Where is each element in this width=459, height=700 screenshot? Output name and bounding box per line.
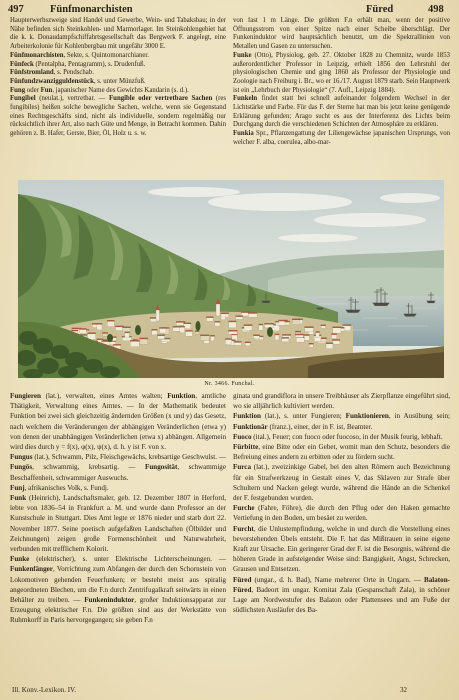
entry-headword: Funkeln: [233, 95, 258, 103]
footer-sheet-number: 32: [400, 686, 407, 694]
building: [244, 324, 253, 330]
building: [159, 327, 166, 333]
entry-text: , schwammig, krebsartig. —: [32, 463, 145, 472]
building: [229, 321, 237, 328]
building: [124, 332, 129, 338]
entry-text: (neulat.), vertretbar. —: [35, 95, 110, 103]
entry-headword: Fung: [10, 86, 26, 94]
entry: [10, 87, 226, 96]
entry: [233, 411, 450, 431]
entry-headword: Fungosität: [145, 463, 178, 472]
entry-text: , japanischer Name des Gewichts Kandarin (s. d.).: [52, 86, 189, 94]
entry-headword: Fun: [40, 86, 53, 94]
cloud: [380, 193, 440, 203]
entry-headword: Funke: [233, 51, 252, 59]
entry-text: (franz.), einer, der in F. ist, Beamter.: [267, 422, 373, 431]
entry-text: (Fahre, Föhre), die durch den Pflug oder den Haken gemachte Vertiefung in den Boden, um besäet zu werden.: [233, 504, 450, 523]
entry-headword: Fünfundzwanzigguldenstück: [10, 77, 94, 85]
page-number-left: 497: [8, 4, 24, 15]
tree: [58, 366, 78, 378]
entry: [10, 61, 226, 70]
building: [264, 323, 273, 328]
entry: [233, 503, 450, 523]
cloud: [314, 213, 426, 227]
entry: [10, 493, 226, 554]
building: [236, 315, 243, 319]
building: [295, 334, 303, 338]
building: [225, 338, 232, 344]
entry-headword: Funj: [10, 483, 25, 492]
column-bottom-left: [10, 391, 226, 683]
building: [285, 321, 290, 325]
entry-headword: Fungus: [10, 453, 33, 462]
entry-text: , afrikanisches Volk, s. Fundj.: [24, 483, 109, 492]
tree: [107, 334, 113, 342]
entry: [10, 52, 226, 61]
entry-text: Haupterwerbszweige sind Handel und Gewerbe, Wein- und Tabaksbau; in der Nähe befinden sich Steinkohlen- und Marmorlager. Im Steinkohlengebiet hat die k. k. Donaudampfschiffahrtsgesellschaft das Bergwerk F. angelegt, eine Arbeiterkolonie für Kohlenbergbau mit ungefähr 3000 E.: [10, 17, 226, 51]
column-top-left: [10, 17, 226, 177]
building: [234, 341, 242, 345]
building: [122, 327, 130, 332]
building: [228, 330, 237, 334]
entry-headword: Funktionär: [233, 422, 268, 431]
entry: [233, 391, 450, 411]
building: [102, 332, 108, 336]
entry: [233, 524, 450, 575]
entry: [233, 17, 450, 52]
building: [275, 334, 280, 340]
building: [326, 342, 334, 348]
building: [221, 313, 226, 320]
entry-text: , Badeort im ungar. Komitat Zala (Gespanschaft Zala), in schöner Lage am Nordwestufer des Balaton oder Plattensees und am Fuße der südlichsten Ausläufer des Ba-: [233, 585, 450, 615]
entry-text: (ital.), Feuer; con fuoco oder fuocoso, in der Musik feurig, lebhaft.: [251, 432, 443, 441]
entry-text: , Sekte, s. Quintomonarchianer.: [63, 51, 150, 59]
building: [305, 326, 314, 331]
entry-text: oder: [25, 86, 41, 94]
footer-signature: Ill. Konv.-Lexikon. IV.: [12, 686, 76, 694]
entry-headword: Funktionieren: [345, 412, 389, 421]
entry-headword: Funkenfänger: [10, 565, 53, 574]
entry: [10, 17, 226, 52]
building: [206, 316, 213, 321]
tree: [100, 366, 120, 378]
entry-headword: Fungibel: [10, 95, 36, 103]
cloud: [148, 187, 240, 197]
tree: [83, 359, 103, 373]
entry-text: (elektrischer), s. unter Elektrische Lichterscheinungen. —: [29, 555, 226, 564]
entry-headword: Funk: [10, 494, 27, 503]
building: [200, 335, 209, 341]
building: [96, 323, 102, 330]
tree: [196, 321, 201, 331]
figure-caption: Nr. 3466. Funchal.: [204, 381, 255, 387]
entry: [10, 452, 226, 483]
entry-headword: Fünfeck: [10, 60, 34, 68]
entry-text: von fast 1 m Länge. Die größten F.n erhält man, wenn der positive Öffnungsstrom von einer Spitze nach einer Scheibe überschlägt. Der Funkeninduktor wird hauptsächlich benutzt, um die Spektrallinien von Metallen und Gasen zu untersuchen.: [233, 17, 450, 51]
entry-headword: Funktion: [167, 392, 196, 400]
entry: [10, 69, 226, 78]
entry-headword: Fungieren: [10, 392, 42, 400]
funchal-illustration: [18, 180, 444, 378]
column-top-right: [233, 17, 450, 177]
building: [107, 320, 114, 326]
entry: [10, 95, 226, 139]
entry-headword: Fürbitte: [233, 443, 259, 452]
entry-text: (lat.), zweizinkige Gabel, bei den alten Römern auch Bezeichnung für ein Strafwerkzeug in Gestalt eines V, das Sklaven zur Strafe über Schultern und Nacken gelegt wurde, während die Hände an die Schenkel der F. festgebunden wurden.: [233, 463, 450, 503]
entry-headword: Funkeninduktor: [84, 596, 135, 605]
page-number-right: 498: [428, 4, 444, 15]
building: [332, 327, 341, 334]
building: [115, 326, 124, 331]
running-head-left: Fünfmonarchisten: [50, 4, 133, 15]
building: [253, 335, 260, 339]
building: [179, 326, 184, 333]
entry: [233, 130, 450, 147]
building: [331, 333, 337, 338]
building: [248, 312, 257, 317]
building: [309, 343, 314, 347]
entry-text: (res fungibiles) heißen solche bewegliche Sachen, welche, wenn sie Gegenstand eines Rechtsgeschäfts sind, nicht als individuelle, sondern regelmäßig nur rücksichtlich ihrer Art, also nach Güte und Menge, in Betracht kommen. Dahin gehören z. B. Hafer, Gerste, Bier, Öl, Holz u. s. w.: [10, 95, 226, 138]
entry-headword: Funke: [10, 555, 30, 564]
entry: [10, 554, 226, 625]
building: [245, 342, 251, 346]
entry-headword: Fünfstromland: [10, 69, 54, 77]
entry: [10, 78, 226, 87]
tree: [267, 327, 273, 337]
cloud: [278, 234, 358, 242]
entry: [233, 95, 450, 130]
entry-headword: Fungös: [10, 463, 33, 472]
entry-text: , die Unlustempfindung, welche in und durch die Vorstellung eines bevorstehenden Übels entsteht. Die F. hat das Mißtrauen in seine eigene Kraft zur Ursache. Ein geringerer Grad der F. ist die Besorgnis, während die höheren Grade in aufsteigender Weise sind: Bangigkeit, Angst, Schrecken, Grausen und Entsetzen.: [233, 524, 450, 574]
running-head-right: Füred: [366, 4, 394, 15]
entry-text: (ungar., d. h. Bad), Name mehrerer Orte in Ungarn. —: [251, 575, 424, 584]
entry-text: , großer Induktionsapparat zur Erzeugung elektrischer F.n. Die größten sind aus der Werkstätte von Ruhmkorff in Paris hervorgegangen; sie geben F.n: [10, 596, 226, 625]
building: [282, 337, 290, 342]
building: [185, 330, 192, 336]
building: [152, 329, 158, 335]
entry-headword: Furcht: [233, 524, 254, 533]
building: [157, 335, 164, 339]
entry: [10, 483, 226, 493]
entry-text: (Pentalpha, Pentagramm), s. Drudenfuß.: [33, 60, 146, 68]
entry: [233, 432, 450, 442]
entry-text: (Heinrich), Landschaftsmaler, geb. 12. Dezember 1807 in Herford, lebte von 1836–54 in Frankfurt a. M. und wurde dann Professor an der Kunstschule in Stuttgart. Dies Amt legte er 1876 nieder und starb dort 22. November 1877. Seine poetisch aufgefaßten Landschaften (Ölbilder und Zeichnungen) zeigen große Formenschönheit und Naturwahrheit, verbunden mit trefflichem Kolorit.: [10, 494, 226, 554]
entry-text: , amtliche Thätigkeit, Verwaltung eines Amtes. — In der Mathematik bedeutet Funktion bei zwei sich gleichzeitig ändernden Größen (x und y) das Gesetz, nach welchem die Veränderungen der abhängigen Veränderlichen (etwa y) von denen der unabhängigen Veränderlichen (etwa x) abhängen. Allgemein wird dies durch y = f(x), φ(x), ψ(x), d. h. y ist F. von x.: [10, 392, 226, 452]
column-bottom-right: [233, 391, 450, 683]
entry-headword: Furca: [233, 463, 251, 472]
boat: [317, 308, 323, 309]
entry-text: , s. Pendschab.: [53, 69, 94, 77]
entry: [233, 575, 450, 616]
entry-text: (lat.), Schwamm, Pilz, Fleischgewächs, krebsartige Geschwulst. —: [32, 453, 226, 462]
building: [321, 325, 326, 329]
entry-text: , s. unter Münzfuß.: [93, 77, 146, 85]
entry-headword: Füred: [233, 575, 252, 584]
entry-text: ginata und grandiflora in unsere Treibhäuser als Zierpflanze eingeführt sind, wo sie alljährlich kultiviert werden.: [233, 392, 450, 411]
entry-text: , eine Bitte oder ein Gebet, womit man den Schutz, besonders die Befreiung eines andern zu erbitten oder zu fördern sucht.: [233, 443, 450, 462]
entry-headword: Funktion: [233, 412, 261, 421]
building: [130, 340, 139, 347]
building: [232, 334, 238, 341]
entry-text: Spr., Pflanzengattung der Liliengewächse japanischen Ursprungs, von welcher F. alba, coerulea, albo-mar-: [233, 130, 450, 146]
building: [259, 324, 264, 330]
entry-headword: Furche: [233, 504, 255, 513]
cloud: [208, 193, 352, 211]
entry-text: findet statt bei schnell aufeinander folgendem Wechsel in der Lichtstärke und Farbe. Für das F. der Sterne hat man bis jetzt keine genügende Erklärung gefunden; Arago sucht es aus der Interferenz des Lichts beim Durchgang durch die verschiedenen Schichten der Atmosphäre zu erklären.: [233, 95, 450, 129]
entry-text: , in Ausübung sein;: [388, 412, 450, 421]
building: [315, 331, 319, 338]
building: [210, 335, 215, 341]
entry: [233, 442, 450, 462]
entry-headword: Fungible oder vertretbare Sachen: [109, 95, 213, 103]
tree: [135, 325, 141, 335]
entry-text: (lat.), verwalten, eines Amtes walten;: [41, 392, 168, 400]
building: [195, 330, 199, 334]
building: [292, 319, 300, 325]
entry-text: , schwammige Beschaffenheit, schwammiger Auswuchs.: [10, 463, 226, 482]
entry-text: (Otto), Physiolog, geb. 27. Oktober 1828 zu Chemnitz, wurde 1853 außerordentlicher Professor in Leipzig, erhielt 1856 den Lehrstuhl der physiologischen Chemie und ging 1860 als Professor der Physiologie und Zoologie nach Freiburg i. Br., wo er 16./17. August 1879 starb. Sein Hauptwerk ist ein „Lehrbuch der Physiologie“ (7. Aufl., Leipzig 1884).: [233, 51, 450, 94]
building: [215, 321, 221, 326]
building: [139, 338, 148, 345]
tree: [33, 338, 53, 354]
entry-text: , Vorrichtung zum Abfangen der durch den Schornstein von Lokomotiven gehenden Feuerfunken; er besteht meist aus spiralig angeordneten Blechen, um die F.n durch Zentrifugalkraft seitwärts in einen Behälter zu treiben. —: [10, 565, 226, 605]
entry-headword: Fuoco: [233, 432, 252, 441]
entry-headword: Fünfmonarchisten: [10, 51, 64, 59]
building: [79, 328, 86, 333]
entry: [233, 52, 450, 96]
entry-text: (lat.), s. unter Fungieren;: [261, 412, 346, 421]
entry: [10, 391, 226, 452]
entry-headword: Balaton-Füred: [233, 575, 450, 594]
entry: [233, 462, 450, 503]
entry-headword: Funkia: [233, 130, 254, 138]
